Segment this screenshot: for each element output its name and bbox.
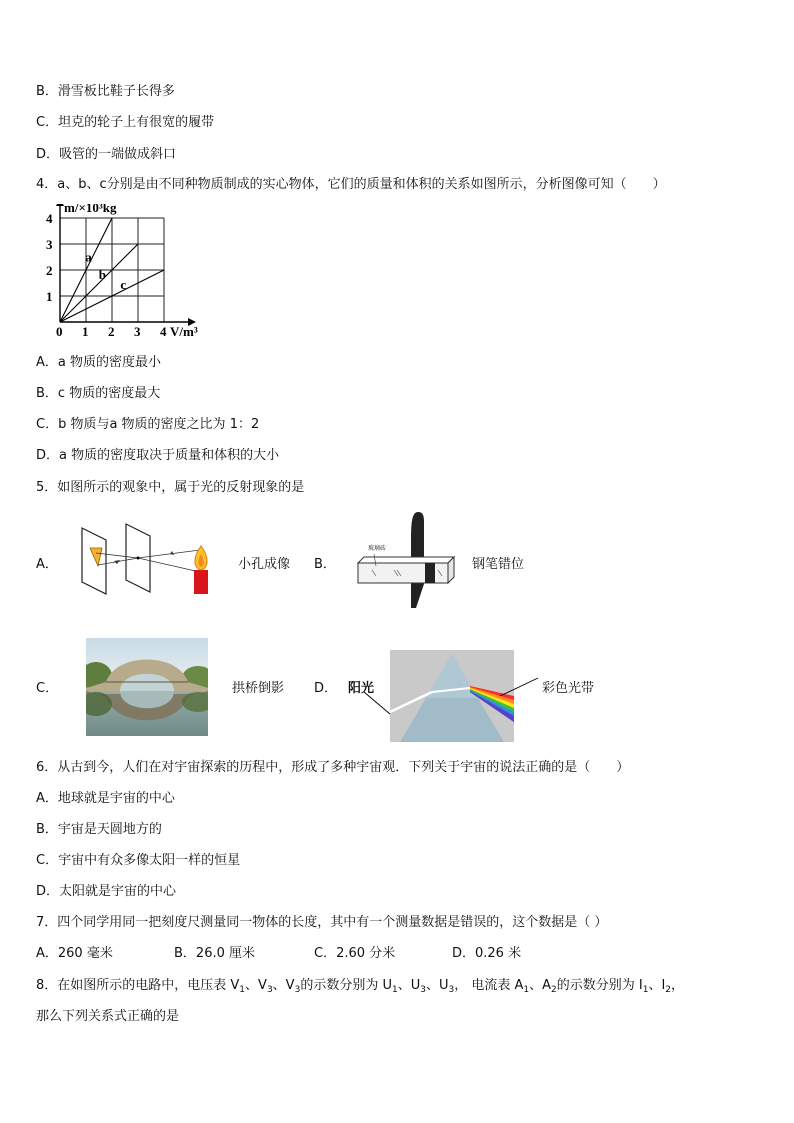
q6-option-a: A．地球就是宇宙的中心	[36, 791, 175, 806]
q8-stem-line2: 那么下列关系式正确的是	[36, 1009, 180, 1024]
q5-option-c-letter: C．	[36, 681, 59, 696]
q5-option-d-label: 彩色光带	[542, 681, 595, 696]
q7-option-a: A．260 毫米	[36, 946, 113, 961]
y-tick-label: 3	[46, 237, 53, 252]
q5-option-b-letter: B．	[314, 557, 336, 572]
q5-option-b-label: 钢笔错位	[472, 557, 525, 572]
mass-volume-chart	[40, 204, 250, 344]
y-tick-label: 2	[46, 263, 53, 278]
q5-option-a-letter: A．	[36, 557, 58, 572]
pen-glass-figure	[352, 510, 462, 608]
q3-option-d: D．吸管的一端做成斜口	[36, 147, 177, 162]
q4-option-a: A．a 物质的密度最小	[36, 355, 161, 370]
x-tick-label: 3	[134, 324, 141, 339]
q5-option-a-label: 小孔成像	[238, 557, 291, 572]
y-axis-arrow	[56, 204, 64, 206]
q4-chart	[40, 204, 250, 344]
q6-option-c: C．宇宙中有众多像太阳一样的恒星	[36, 853, 241, 868]
arch-bridge-photo	[86, 638, 208, 736]
q4-option-b: B．c 物质的密度最大	[36, 386, 161, 401]
q4-option-d: D．a 物质的密度取决于质量和体积的大小	[36, 448, 280, 463]
q4-stem: 4．a、b、c分别是由不同种物质制成的实心物体，它们的质量和体积的关系如图所示，分析图像可知（ ）	[36, 177, 666, 192]
glass-brick-label: 玻璃砖	[368, 545, 387, 552]
q6-stem: 6．从古到今，人们在对宇宙探索的历程中，形成了多种宇宙观．下列关于宇宙的说法正确的是（ ）	[36, 760, 630, 775]
pinhole-imaging-figure	[76, 520, 222, 598]
q8-stem-line1: 8．在如图所示的电路中，电压表 $V_1$、$V_3$、$V_3$的示数分别为 $U_1$、$U_3$、$U_3$， 电流表 $A_1$、$A_2$的示数分别为 $I_1$、$I_2$，	[36, 978, 685, 995]
y-tick-label: 1	[46, 289, 53, 304]
y-tick-label: 4	[46, 211, 53, 226]
x-tick-label: 4	[160, 324, 167, 339]
series-label-b: b	[98, 267, 107, 283]
q5-stem: 5．如图所示的观象中，属于光的反射现象的是	[36, 480, 305, 495]
q7-stem: 7．四个同学用同一把刻度尺测量同一物体的长度，其中有一个测量数据是错误的，这个数据是（ ）	[36, 915, 608, 930]
q4-option-c: C．b 物质与a 物质的密度之比为 1：2	[36, 417, 260, 432]
x-tick-label: 0	[56, 324, 63, 339]
q5-option-d-letter: D．	[314, 681, 338, 696]
q7-option-b: B．26.0 厘米	[174, 946, 255, 961]
x-tick-label: 1	[82, 324, 89, 339]
q3-option-c: C．坦克的轮子上有很宽的履带	[36, 115, 215, 130]
y-axis-label: m/×10³kg	[64, 204, 117, 215]
series-label-c: c	[120, 276, 127, 292]
q7-option-d: D．0.26 米	[452, 946, 522, 961]
q5-option-d-sunlight: 阳光	[348, 681, 375, 696]
q5-option-c-label: 拱桥倒影	[232, 681, 285, 696]
q3-option-b: B．滑雪板比鞋子长得多	[36, 84, 175, 99]
x-tick-label: 2	[108, 324, 115, 339]
q7-option-c: C．2.60 分米	[314, 946, 396, 961]
q6-option-d: D．太阳就是宇宙的中心	[36, 884, 177, 899]
series-line-b	[60, 244, 138, 322]
series-label-a: a	[85, 249, 92, 265]
x-axis-label: V/m³	[170, 324, 198, 339]
callout-lines	[340, 670, 540, 718]
q6-option-b: B．宇宙是天圆地方的	[36, 822, 162, 837]
